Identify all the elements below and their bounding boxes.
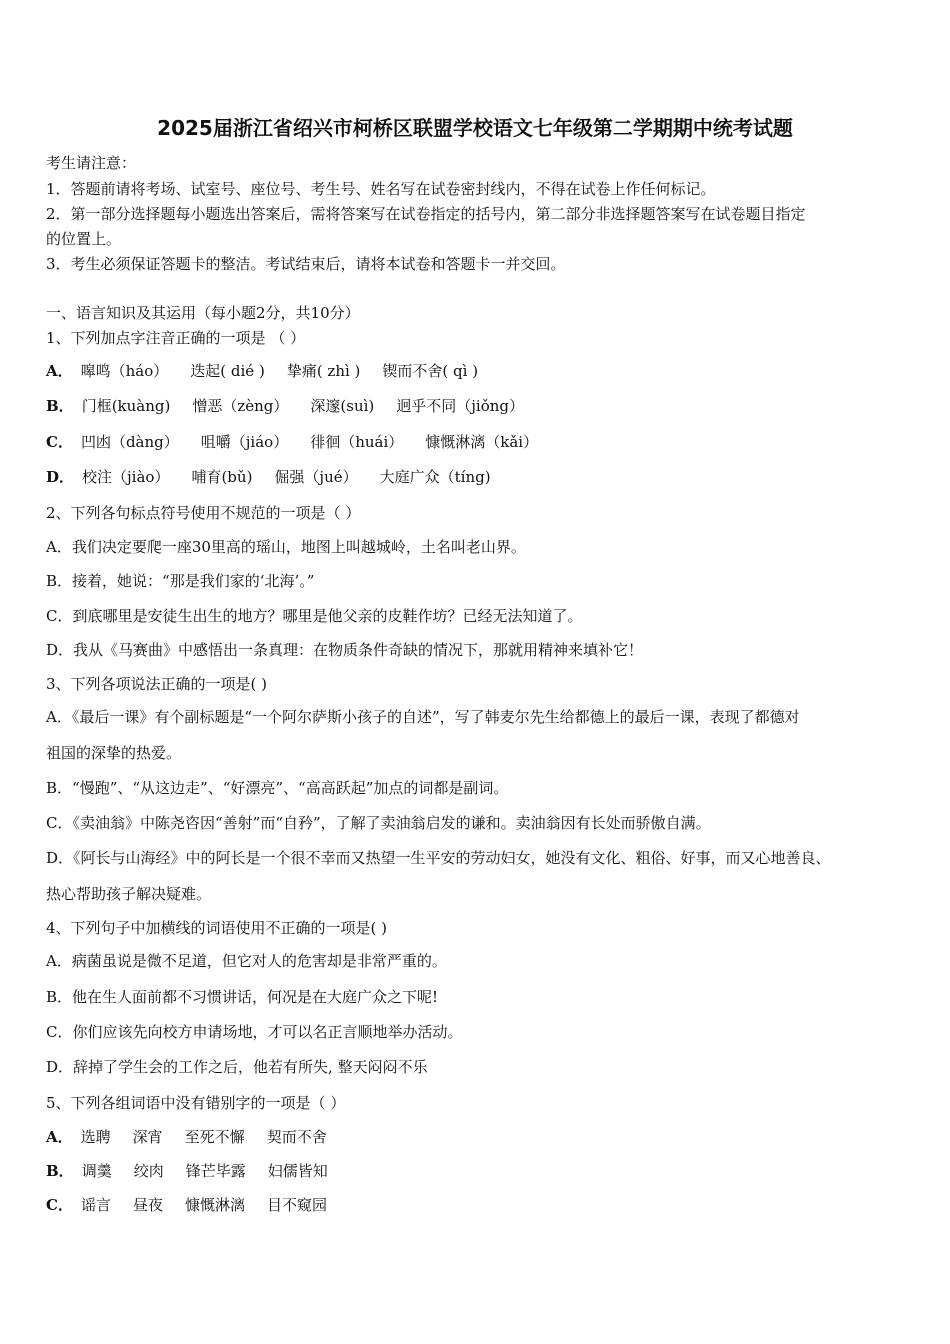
section-heading: 一、语言知识及其运用（每小题2分，共10分） [46,304,360,322]
option-item: 深邃(suì) [310,397,375,415]
question-1-option-b [46,395,524,416]
option-label: D． [46,468,75,486]
question-3-option-d: D．《阿长与山海经》中的阿长是一个很不幸而又热望一生平安的劳动妇女，她没有文化、粗俗、好事，而又心地善良、 [46,849,831,867]
option-item: 大庭广众（tíng) [379,468,491,486]
option-item: 倔强（jué） [274,468,358,486]
question-1-option-c [46,431,538,452]
question-5-option-c [46,1194,327,1215]
question-4-stem: 4、下列句子中加横线的词语使用不正确的一项是( ) [46,919,388,937]
option-item: 绞肉 [133,1162,164,1180]
question-3-option-b: B．“慢跑”、“从这边走”、“好漂亮”、“高高跃起”加点的词都是副词。 [46,779,509,797]
option-item: 咀嚼（jiáo） [200,433,289,451]
question-2-option-c: C．到底哪里是安徒生出生的地方？哪里是他父亲的皮鞋作坊？已经无法知道了。 [46,607,583,625]
option-item: 挚痛( zhì ) [286,362,361,380]
question-1-option-a [46,360,478,381]
question-4-option-d: D．辞掉了学生会的工作之后，他若有所失, 整天闷闷不乐 [46,1058,428,1076]
question-2-option-b: B．接着，她说：“那是我们家的‘北海’。” [46,572,315,590]
question-2-option-d: D．我从《马赛曲》中感悟出一条真理：在物质条件奇缺的情况下，那就用精神来填补它！ [46,641,644,659]
option-item: 憎恶（zèng） [192,397,289,415]
question-3-stem: 3、下列各项说法正确的一项是( ) [46,675,268,693]
question-3-option-c: C．《卖油翁》中陈尧咨因“善射”而“自矜”，了解了卖油翁启发的谦和。卖油翁因有长处而骄傲自满。 [46,814,711,832]
option-label: C． [46,1196,73,1214]
question-5-stem: 5、下列各组词语中没有错别字的一项是（ ） [46,1094,346,1112]
option-item: 锲而不舍( qì ) [382,362,479,380]
option-item: 嗥鸣（háo） [80,362,169,380]
option-item: 哺育(bǔ) [191,468,253,486]
option-item: 徘徊（huái） [310,433,404,451]
option-item: 慷慨淋漓 [184,1196,245,1214]
option-item: 门框(kuàng) [81,397,171,415]
page-title: 2025届浙江省绍兴市柯桥区联盟学校语文七年级第二学期期中统考试题 [157,116,793,140]
question-5-option-a [46,1126,327,1147]
option-label: B． [46,397,74,415]
option-item: 选聘 [80,1128,111,1146]
question-3-option-d-cont: 热心帮助孩子解决疑难。 [46,885,212,903]
option-item: 迥乎不同（jiǒng） [396,397,525,415]
option-item: 谣言 [80,1196,111,1214]
notice-item-2: 2．第一部分选择题每小题选出答案后，需将答案写在试卷指定的括号内，第二部分非选择题答案写在试卷题目指定 [46,205,806,223]
option-item: 昼夜 [132,1196,163,1214]
question-3-option-a: A．《最后一课》有个副标题是“一个阿尔萨斯小孩子的自述”，写了韩麦尔先生给都德上的最后一课，表现了都德对 [46,708,800,726]
option-label: A． [46,362,73,380]
option-item: 慷慨淋漓（kǎi） [425,433,539,451]
option-item: 迭起( dié ) [190,362,265,380]
option-item: 锋芒毕露 [185,1162,246,1180]
question-4-option-a: A．病菌虽说是微不足道，但它对人的危害却是非常严重的。 [46,952,447,970]
question-4-option-c: C．你们应该先向校方申请场地，才可以名正言顺地举办活动。 [46,1023,463,1041]
notice-item-3: 3．考生必须保证答题卡的整洁。考试结束后，请将本试卷和答题卡一并交回。 [46,255,566,273]
option-label: C． [46,433,73,451]
question-1-option-d [46,466,491,487]
question-3-option-a-cont: 祖国的深挚的热爱。 [46,744,182,762]
option-item: 目不窥园 [267,1196,328,1214]
option-item: 凹凼（dàng） [80,433,179,451]
option-item: 校注（jiào） [82,468,170,486]
option-label: B． [46,1162,74,1180]
question-1-stem: 1、下列加点字注音正确的一项是 （ ） [46,329,306,347]
question-2-option-a: A．我们决定要爬一座30里高的瑶山，地图上叫越城岭，土名叫老山界。 [46,538,526,556]
notice-item-1: 1．答题前请将考场、试室号、座位号、考生号、姓名写在试卷密封线内，不得在试卷上作任何标记。 [46,180,716,198]
question-4-option-b: B．他在生人面前都不习惯讲话，何况是在大庭广众之下呢! [46,988,439,1006]
option-item: 调羹 [81,1162,112,1180]
option-label: A． [46,1128,73,1146]
notice-heading: 考生请注意： [46,154,137,172]
option-item: 至死不懈 [184,1128,245,1146]
notice-item-2-cont: 的位置上。 [46,230,122,248]
option-item: 深宵 [132,1128,163,1146]
question-5-option-b [46,1160,328,1181]
option-item: 契而不舍 [266,1128,327,1146]
option-item: 妇儒皆知 [267,1162,328,1180]
question-2-stem: 2、下列各句标点符号使用不规范的一项是（ ） [46,504,361,522]
